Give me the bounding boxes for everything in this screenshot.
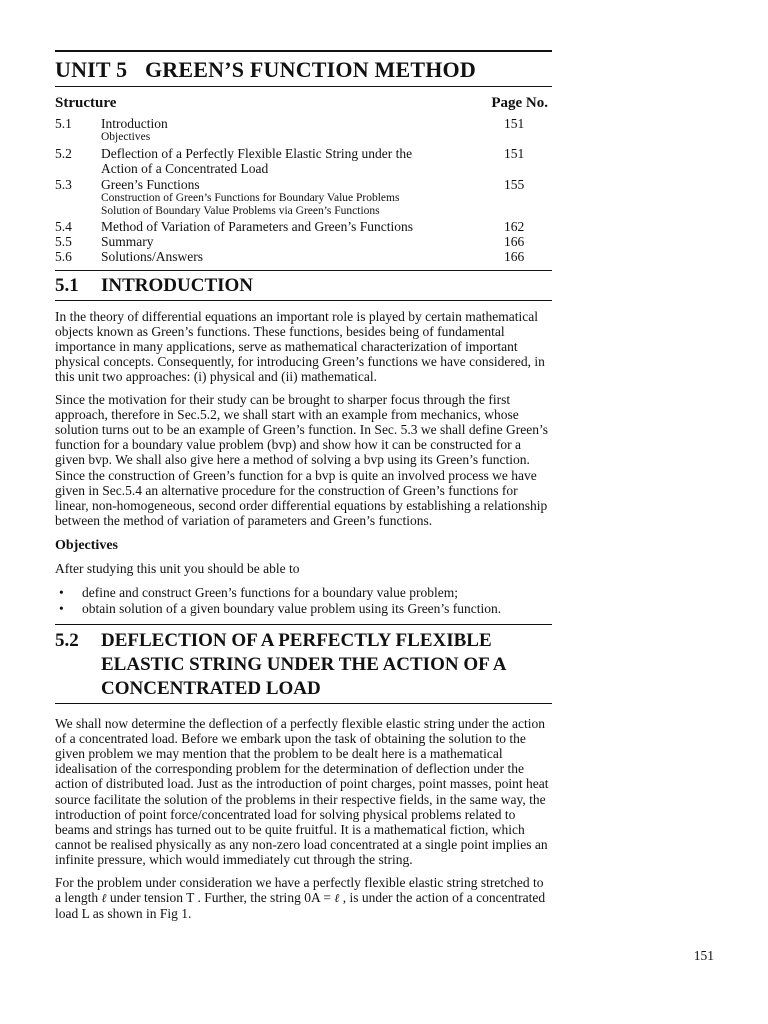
toc-num: 5.2	[55, 145, 72, 161]
section-heading	[55, 271, 552, 300]
toc-subitem: Solution of Boundary Value Problems via Green’s Functions	[101, 205, 380, 217]
toc-num: 5.4	[55, 218, 72, 234]
toc-title	[101, 146, 504, 176]
toc-page: 151	[504, 145, 525, 161]
toc-page: 155	[504, 176, 525, 192]
toc-page: 166	[504, 233, 525, 249]
page-number: 151	[693, 948, 714, 963]
toc-page: 162	[504, 218, 525, 234]
paragraph-text: , is under the action of a concentrated load L as shown in Fig 1.	[55, 889, 546, 921]
toc-subitem: Construction of Green’s Functions for Boundary Value Problems	[101, 191, 400, 204]
section-number: 5.1	[55, 274, 79, 296]
toc-num: 5.1	[55, 116, 72, 131]
ell-symbol: ℓ	[101, 890, 107, 905]
toc	[55, 116, 552, 264]
toc-row	[55, 116, 552, 131]
section-heading	[55, 625, 552, 703]
page-no-heading: Page No.	[491, 95, 548, 111]
list-item-text: define and construct Green’s functions for a boundary value problem;	[82, 584, 459, 600]
paragraph: In the theory of differential equations an important role is played by certain mathematical objects known as Green’s functions. These functions, besides being of fundamental importance in many applications, serve as mathematical characterization of important physical concepts. Consequently, for introducing Green’s functions we have considered, in this unit two approaches: (i) physical and (ii) mathematical.	[55, 308, 545, 385]
section-number: 5.2	[55, 629, 79, 651]
paragraph-text: For the problem under consideration we have a perfectly flexible elastic string stretched to a length	[55, 874, 544, 905]
toc-row	[55, 177, 552, 192]
paragraph: Since the motivation for their study can be brought to sharper focus through the first approach, therefore in Sec.5.2, we shall start with an example from mechanics, whose solution turns out to be an example of Green’s function. In Sec. 5.3 we shall define Green’s function for a boundary value problem (bvp) and show how it can be constructed for a given bvp. We shall also give here a method of solving a bvp using its Green’s function. Since the construction of Green’s function for a bvp is quite an involved process we have given in Sec.5.4 an alternative procedure for the construction of Green’s functions for linear, non-homogeneous, second order differential equations by establishing a relationship between the method of variation of parameters and Green’s functions.	[55, 391, 549, 529]
bullet-icon: •	[59, 584, 64, 600]
toc-num: 5.6	[55, 248, 72, 264]
toc-title-line2: Action of a Concentrated Load	[101, 160, 269, 176]
section-rule	[55, 703, 552, 704]
paragraph-text: under tension T . Further, the string 0A =	[106, 889, 335, 905]
bullet-icon: •	[59, 600, 64, 616]
toc-title: Introduction	[101, 116, 168, 131]
unit-title	[55, 52, 552, 86]
toc-title: Summary	[101, 233, 154, 249]
toc-subitem: Objectives	[101, 131, 151, 143]
structure-heading: Structure	[55, 95, 117, 111]
toc-title: Solutions/Answers	[101, 248, 204, 264]
section-rule	[55, 300, 552, 301]
toc-row	[55, 219, 552, 234]
paragraph: We shall now determine the deflection of a perfectly flexible elastic string under the action of a concentrated load. Before we embark upon the task of obtaining the solution to the given problem we may mention that the problem to be dealt here is a mathematical idealisation of the corresponding problem for the determination of deflection under the action of distributed load. Just as the introduction of point charges, point masses, point heat source facilitate the solution of the problems in their respective fields, in the same way, the introduction of point force/concentrated load for solving physical problems related to beams and strings has turned out to be quite fruitful. It is a mathematical fiction, which cannot be realised physically as any non-zero load concentrated at a single point implies an infinite pressure, which would immediately cut through the string.	[55, 715, 549, 868]
objectives-heading: Objectives	[55, 538, 118, 554]
list-item	[55, 601, 552, 617]
toc-num: 5.5	[55, 233, 72, 249]
objectives-list	[55, 585, 552, 617]
toc-title: Green’s Functions	[101, 176, 200, 192]
page-content	[55, 50, 552, 928]
toc-row	[55, 249, 552, 264]
toc-num: 5.3	[55, 176, 72, 192]
toc-page: 151	[504, 116, 525, 131]
toc-row	[55, 234, 552, 249]
objectives-intro: After studying this unit you should be able to	[55, 561, 300, 577]
section-title: INTRODUCTION	[101, 274, 254, 296]
toc-title: Method of Variation of Parameters and Green’s Functions	[101, 218, 414, 234]
structure-header	[55, 95, 552, 112]
list-item-text: obtain solution of a given boundary value problem using its Green’s function.	[82, 600, 502, 616]
title-rule	[55, 86, 552, 87]
section-title: DEFLECTION OF A PERFECTLY FLEXIBLE ELASTIC STRING UNDER THE ACTION OF A CONCENTRATED LOAD	[101, 629, 506, 699]
paragraph	[55, 875, 552, 922]
unit-number: UNIT 5	[55, 57, 128, 82]
unit-title-text: GREEN’S FUNCTION METHOD	[145, 57, 476, 82]
list-item	[55, 585, 552, 601]
ell-symbol: ℓ	[334, 890, 340, 905]
toc-title-line1: Deflection of a Perfectly Flexible Elastic String under the	[101, 145, 413, 161]
toc-row	[55, 146, 552, 176]
toc-page: 166	[504, 248, 525, 264]
